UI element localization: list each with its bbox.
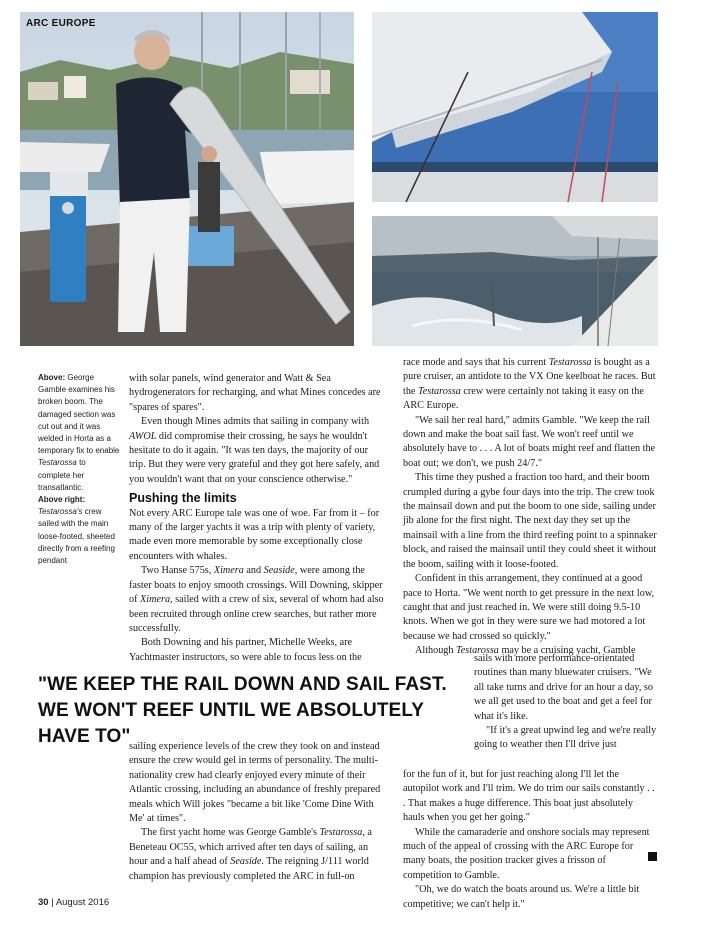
paragraph: "If it's a great upwind leg and we're really going to weather then I'll drive just	[474, 725, 657, 751]
paragraph: Even though Mines admits that sailing in company with AWOL did compromise their crossing, he says he wouldn't hesitate to do it again. "It was ten days, the majority of our trip. But they were very grateful and they got here safely, and you wouldn't want that on your conscience otherwise."	[129, 416, 380, 485]
paragraph: "We sail her real hard," admits Gamble. "We keep the rail down and make the boat sail fast. We won't reef until we absolutely have to . . . A lot of boats might reef and flatten the boat out; we don't, we push 24/7."	[403, 414, 656, 469]
subhead-pushing-the-limits: Pushing the limits	[129, 491, 237, 506]
article-column-middle-lower	[129, 740, 387, 884]
paragraph: sails with more performance-orientated routines than many bluewater cruisers. "We all take turns and drive for an hour a day, so we all get used to the boat and get a feel for what it's like.	[474, 653, 653, 722]
caption-right-label: Above right:	[38, 495, 86, 505]
page-number: 30	[38, 897, 49, 908]
article-column-right-indented	[474, 652, 658, 753]
paragraph: This time they pushed a fraction too hard, and their boom crumpled during a gybe four days into the trip. The crew took the mainsail down and put the boom to one side, sailing under jib alone for the first night. The next day they set up the mainsail with a line from the third reefing point to a spinnaker block, and raised the mainsail until they could sheet it without the boom, sailing with it loose-footed.	[403, 472, 657, 570]
caption-right-boat: Testarossa's	[38, 507, 83, 517]
paragraph: Although Testarossa may be a cruising yacht, Gamble	[415, 645, 636, 657]
section-label: ARC EUROPE	[26, 18, 96, 29]
paragraph: race mode and says that his current Testarossa is bought as a pure cruiser, an antidote to the VX One keelboat he races. But the Testarossa crew were certainly not taking it easy on the ARC Europe.	[403, 357, 656, 412]
paragraph: "Oh, we do watch the boats around us. We're a little bit competitive; we can't help it."	[403, 884, 640, 910]
issue-date: August 2016	[55, 897, 110, 908]
photo-caption	[38, 372, 120, 567]
caption-right-text: crew sailed with the main loose-footed, sheeted directly from a reefing pendant	[38, 507, 115, 566]
page-footer	[38, 897, 109, 908]
article-column-right	[403, 356, 657, 659]
caption-above-tail: to complete her transatlantic.	[38, 458, 86, 492]
article-column-right-lower	[403, 768, 657, 912]
paragraph: Both Downing and his partner, Michelle Weeks, are Yachtmaster instructors, so were able to focus less on the	[129, 637, 362, 663]
photo-mainsail-sky	[372, 12, 658, 202]
folio-separator: |	[51, 897, 54, 908]
paragraph: sailing experience levels of the crew they took on and instead ensure the crew would gel in terms of personality. The multi-nationality crew had clearly enjoyed every minute of their Atlantic crossing, including an abundance of freshly prepared meals which Will jokes "became a bit like 'Come Dine With Me' at times".	[129, 741, 381, 825]
article-column-middle	[129, 372, 387, 665]
paragraph: for the fun of it, but for just reaching along I'll let the autopilot work and I'll trim. We do trim our sails constantly . . . That makes a huge difference. This boat just absolutely hauls when you get her going."	[403, 769, 655, 824]
paragraph: Not every ARC Europe tale was one of woe. Far from it – for many of the larger yachts it was a trip with plenty of variety, made even more memorable by some exceptionally close encounters with whales.	[129, 507, 380, 562]
pull-quote: "WE KEEP THE RAIL DOWN AND SAIL FAST. WE WON'T REEF UNTIL WE ABSOLUTELY HAVE TO"	[38, 674, 447, 747]
paragraph: Two Hanse 575s, Ximera and Seaside, were among the faster boats to enjoy smooth crossings. Will Downing, skipper of Ximera, sailed with a crew of six, several of whom had also been recruited through online crew searches, but rather more successfully.	[129, 565, 384, 634]
paragraph: Confident in this arrangement, they continued at a good pace to Horta. "We went north to get pressure in the next low, caught that and just reached in. We were still doing 9.5-10 knots. When we got in they were sure we had motored a lot because we had crossed so quickly."	[403, 573, 655, 642]
photo-yacht-deck-sea	[372, 216, 658, 346]
photo-gamble-broken-boom	[20, 12, 354, 346]
caption-above-boat: Testarossa	[38, 458, 77, 468]
end-of-article-mark	[648, 852, 657, 861]
paragraph: The first yacht home was George Gamble's Testarossa, a Beneteau OC55, which arrived after ten days of sailing, an hour and a half ahead of Seaside. The reigning J/111 world champion has previously completed the ARC in full-on	[129, 827, 372, 882]
caption-above-label: Above:	[38, 373, 66, 382]
paragraph: While the camaraderie and onshore socials may represent much of the appeal of crossing with the ARC Europe for many boats, the position tracker gives a frisson of competition to Gamble.	[403, 826, 650, 881]
caption-above-text: George Gamble examines his broken boom. The damaged section was cut out and it was welded in Horta as a temporary fix to enable	[38, 373, 120, 456]
paragraph: with solar panels, wind generator and Watt & Sea hydrogenerators for recharging, and what Mines concedes are "spares of spares".	[129, 373, 381, 413]
